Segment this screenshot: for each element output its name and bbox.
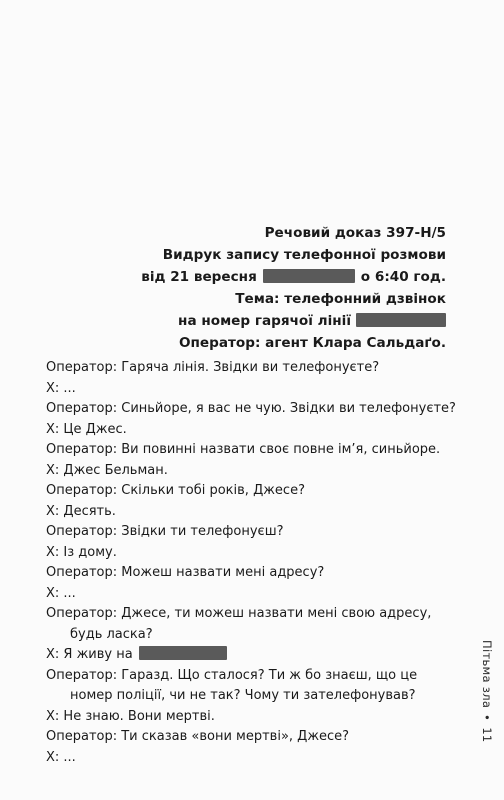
date-prefix: від 21 вересня <box>141 269 257 285</box>
transcript-line: Оператор: Гаразд. Що сталося? Ти ж бо знаєш, що це номер поліції, чи не так? Чому ти зателефонував? <box>46 667 418 703</box>
running-footer <box>474 640 494 770</box>
transcript-line: Оператор: Можеш назвати мені адресу? <box>46 565 325 580</box>
date-line <box>141 266 446 288</box>
transcript-line: Х: Не знаю. Вони мертві. <box>46 708 215 724</box>
transcript-line: Х: ... <box>46 749 76 765</box>
transcript-line: Оператор: Скільки тобі років, Джесе? <box>46 483 305 498</box>
subject-line: Тема: телефонний дзвінок <box>235 291 446 307</box>
book-title: Пітьма зла <box>480 640 494 709</box>
transcript-line: Х: Із дому. <box>46 544 117 560</box>
exhibit-number: Речовий доказ 397-Н/5 <box>264 225 446 241</box>
transcript-line: Оператор: Ти сказав «вони мертві», Джесе? <box>46 729 350 744</box>
redacted-date-block <box>263 269 355 283</box>
transcript-line: Оператор: Гаряча лінія. Звідки ви телефонуєте? <box>46 360 380 375</box>
redacted-address-block <box>139 646 227 660</box>
exhibit-header <box>141 222 446 354</box>
transcript-line-address <box>46 645 446 666</box>
address-text: Х: Я живу на <box>46 647 133 662</box>
printout-title: Видрук запису телефонної розмови <box>162 247 446 263</box>
transcript-line: Х: Джес Бельман. <box>46 462 168 478</box>
transcript-line: Х: ... <box>46 380 76 396</box>
transcript-line: Х: ... <box>46 585 76 601</box>
hotline-text: на номер гарячої лінії <box>178 313 351 329</box>
transcript-line: Х: Це Джес. <box>46 421 127 437</box>
transcript <box>46 358 456 768</box>
page-number: 11 <box>480 727 494 743</box>
transcript-line: Х: Десять. <box>46 503 116 519</box>
hotline-line <box>141 310 446 332</box>
footer-separator: • <box>480 714 494 722</box>
transcript-line: Оператор: Джесе, ти можеш назвати мені свою адресу, будь ласка? <box>46 606 432 642</box>
operator-line: Оператор: агент Клара Сальдаґо. <box>178 335 446 351</box>
transcript-line: Оператор: Синьйоре, я вас не чую. Звідки ви телефонуєте? <box>46 401 456 416</box>
transcript-line: Оператор: Ви повинні назвати своє повне ім’я, синьйоре. <box>46 442 441 457</box>
redacted-hotline-block <box>356 313 446 327</box>
date-suffix: о 6:40 год. <box>360 269 446 285</box>
transcript-line: Оператор: Звідки ти телефонуєш? <box>46 524 284 539</box>
